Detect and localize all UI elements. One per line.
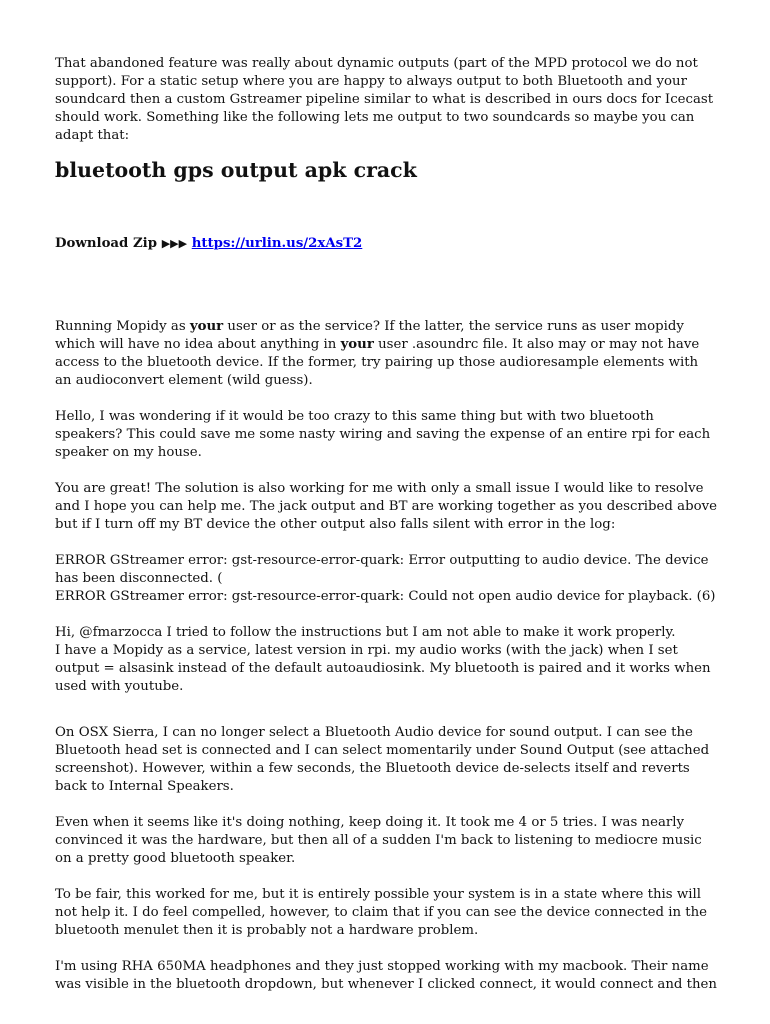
paragraph-to-be-fair: To be fair, this worked for me, but it is entirely possible your system is in a state where this will not help it. I do feel compelled, however, to claim that if you can see the device connected in the bluetooth menulet then it is probably not a hardware problem. bbox=[55, 887, 708, 938]
paragraph-osx-sierra: On OSX Sierra, I can no longer select a Bluetooth Audio device for sound output. I can see the Bluetooth head set is connected and I can select momentarily under Sound Output (see attached screenshot). However, within a few seconds, the Bluetooth device de-selects itself and reverts back to Internal Speakers. bbox=[55, 725, 710, 794]
emphasis-your: your bbox=[189, 319, 224, 334]
emphasis-your: your bbox=[340, 337, 374, 352]
paragraph-running-mopidy bbox=[55, 318, 717, 390]
text-segment: user .asoundrc file. It also may or may not have access to the bluetooth device. If the former, try pairing up those audioresample elements with an audioconvert element (wild guess). bbox=[55, 337, 700, 388]
download-line bbox=[55, 235, 717, 253]
text-segment: Running Mopidy as bbox=[55, 319, 190, 334]
download-link[interactable]: https://urlin.us/2xAsT2 bbox=[191, 236, 363, 251]
download-label: Download Zip bbox=[55, 236, 158, 251]
paragraph-you-are-great: You are great! The solution is also working for me with only a small issue I would like to resolve and I hope you can help me. The jack output and BT are working together as you described above but if I turn off my BT device the other output also falls silent with error in the log: bbox=[55, 481, 717, 532]
paragraph-keep-doing-it: Even when it seems like it's doing nothing, keep doing it. It took me 4 or 5 tries. I was nearly convinced it was the hardware, but then all of a sudden I'm back to listening to mediocre music on a pretty good bluetooth speaker. bbox=[55, 815, 702, 866]
fmarzocca-line-2: I have a Mopidy as a service, latest version in rpi. my audio works (with the jack) when I set output = alsasink instead of the default autoaudiosink. My bluetooth is paired and it works when used with youtube. bbox=[55, 643, 711, 694]
fmarzocca-line-1: Hi, @fmarzocca I tried to follow the instructions but I am not able to make it work properly. bbox=[55, 625, 676, 640]
paragraph-rha-headphones: I'm using RHA 650MA headphones and they just stopped working with my macbook. Their name was visible in the bluetooth dropdown, but whenever I clicked connect, it would connect and then bbox=[55, 959, 717, 992]
spacer bbox=[55, 253, 717, 318]
paragraph-error-log bbox=[55, 552, 717, 606]
paragraph-fmarzocca bbox=[55, 624, 717, 696]
article bbox=[55, 55, 717, 1012]
paragraph-two-speakers: Hello, I was wondering if it would be too crazy to this same thing but with two bluetooth speakers? This could save me some nasty wiring and saving the expense of an entire rpi for each speaker on my house. bbox=[55, 409, 711, 460]
error-line-1: ERROR GStreamer error: gst-resource-error-quark: Error outputting to audio device. The device has been disconnected. ( bbox=[55, 553, 709, 586]
text-segment: user or as the service? If the latter, the service runs as user mopidy which will have no idea about anything in bbox=[55, 319, 684, 352]
page-title: bluetooth gps output apk crack bbox=[55, 158, 417, 182]
intro-paragraph: That abandoned feature was really about dynamic outputs (part of the MPD protocol we do not support). For a static setup where you are happy to always output to both Bluetooth and your soundcard then a custom Gstreamer pipeline similar to what is described in ours docs for Icecast should work. Something like the following lets me output to two soundcards so maybe you can adapt that: bbox=[55, 56, 714, 143]
arrow-glyph-icon: ▶▶▶ bbox=[161, 237, 188, 250]
error-line-2: ERROR GStreamer error: gst-resource-error-quark: Could not open audio device for playback. (6) bbox=[55, 589, 716, 604]
